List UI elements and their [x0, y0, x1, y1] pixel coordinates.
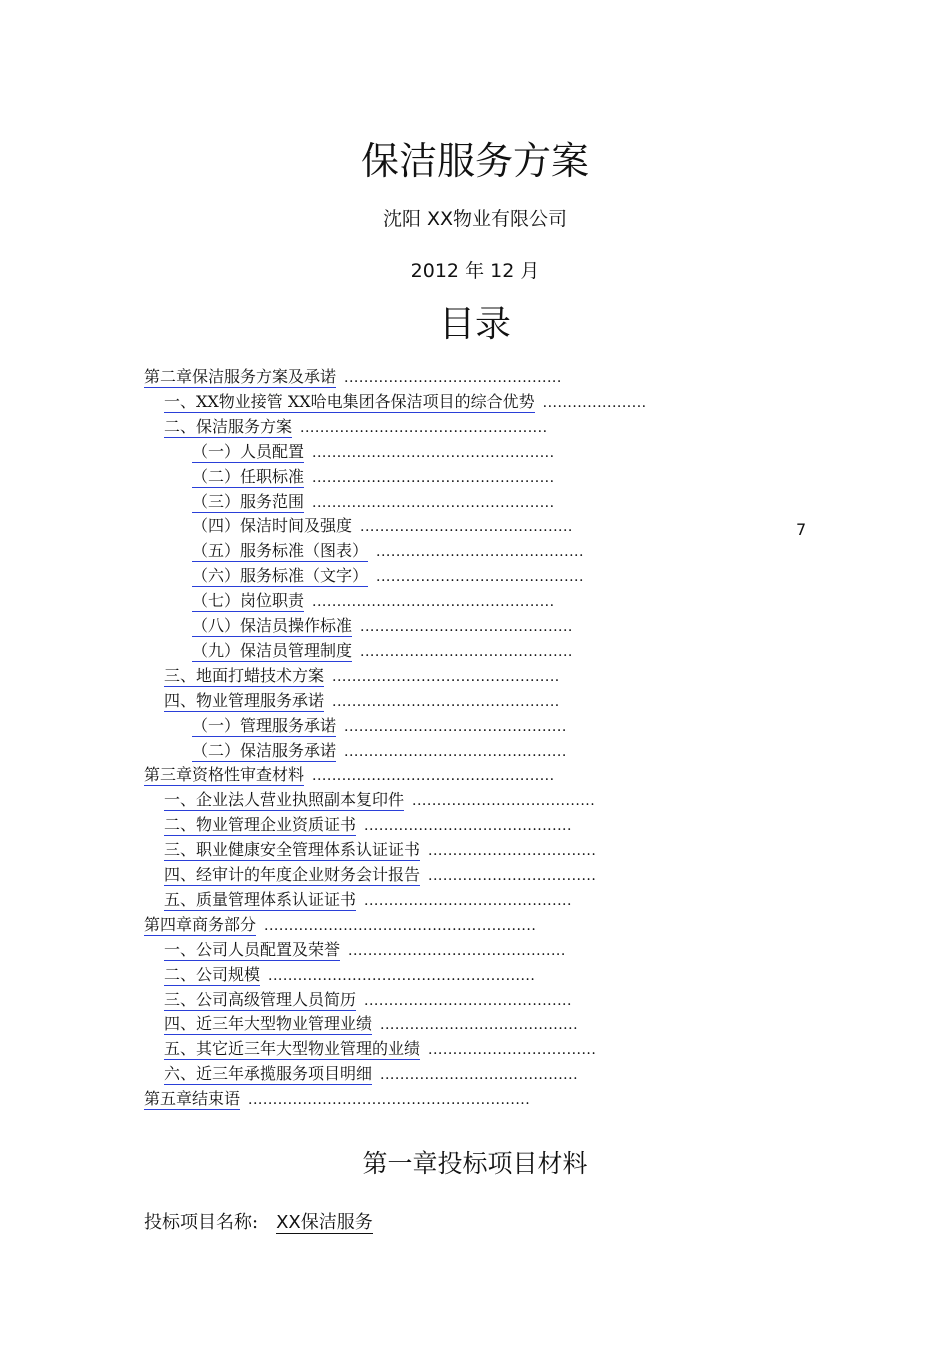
- toc-entry-label: （三）服务范围: [192, 491, 305, 511]
- toc-entry-label: 第五章结束语: [144, 1089, 241, 1109]
- toc-entry-label: 第四章商务部分: [144, 914, 257, 934]
- toc-entry-label: 一、XX物业接管 XX哈电集团各保洁项目的综合优势: [164, 391, 535, 411]
- toc-entry[interactable]: [144, 764, 555, 788]
- toc-entry[interactable]: [164, 964, 535, 988]
- toc-leader-dots: ..............................................: [332, 668, 560, 685]
- toc-entry[interactable]: [192, 640, 573, 664]
- toc-entry[interactable]: [192, 715, 567, 739]
- toc-entry-label: 一、企业法人营业执照副本复印件: [164, 790, 405, 810]
- toc-entry-label: （七）岗位职责: [192, 591, 305, 611]
- toc-leader-dots: ..............................................: [332, 693, 560, 710]
- toc-leader-dots: .............................................: [344, 743, 567, 760]
- toc-leader-dots: .................................................: [312, 768, 555, 785]
- toc-entry-label: （二）保洁服务承诺: [192, 740, 337, 760]
- toc-leader-dots: ........................................: [380, 1017, 579, 1034]
- toc-leader-dots: ..................................................: [300, 419, 548, 436]
- document-date: 2012 年 12 月: [410, 260, 540, 282]
- toc-leader-dots: ............................................: [348, 942, 566, 959]
- toc-entry[interactable]: [192, 590, 555, 614]
- toc-entry-label: 五、质量管理体系认证证书: [164, 889, 357, 909]
- toc-entry-label: （八）保洁员操作标准: [192, 616, 353, 635]
- toc-entry-label: 二、保洁服务方案: [164, 416, 293, 436]
- company-name: 沈阳 XX物业有限公司: [382, 208, 568, 230]
- toc-entry-label: （五）服务标准（图表）: [192, 541, 369, 561]
- toc-leader-dots: ..........................................: [376, 569, 584, 586]
- toc-leader-dots: .................................................: [312, 444, 555, 461]
- toc-entry-label: （一）管理服务承诺: [192, 715, 337, 735]
- toc-entry-label: 六、近三年承揽服务项目明细: [164, 1064, 373, 1084]
- toc-entry-label: 三、职业健康安全管理体系认证证书: [164, 840, 421, 860]
- toc-entry[interactable]: [164, 690, 560, 714]
- toc-entry[interactable]: [164, 939, 566, 963]
- toc-leader-dots: ..................................: [428, 1042, 597, 1059]
- toc-entry-label: （一）人员配置: [192, 441, 305, 461]
- toc-entry[interactable]: [192, 491, 555, 515]
- toc-entry[interactable]: [164, 391, 647, 415]
- toc-leader-dots: ...........................................: [360, 519, 573, 536]
- toc-leader-dots: ......................................................: [268, 967, 536, 984]
- toc-entry[interactable]: [164, 416, 548, 440]
- toc-leader-dots: ..........................................: [364, 892, 572, 909]
- toc-entry-label: 第二章保洁服务方案及承诺: [144, 367, 337, 386]
- toc-entry-label: 五、其它近三年大型物业管理的业绩: [164, 1039, 421, 1059]
- toc-entry-label: 二、物业管理企业资质证书: [164, 815, 357, 835]
- toc-leader-dots: .................................................: [312, 594, 555, 611]
- toc-entry[interactable]: [164, 1063, 578, 1087]
- toc-entry-label: （二）任职标准: [192, 466, 305, 486]
- toc-entry[interactable]: [192, 540, 584, 564]
- toc-entry[interactable]: [144, 914, 536, 938]
- toc-entry[interactable]: [192, 565, 584, 589]
- toc-entry-label: （六）服务标准（文字）: [192, 566, 369, 586]
- toc-entry-label: 四、经审计的年度企业财务会计报告: [164, 865, 421, 884]
- toc-entry[interactable]: [164, 839, 596, 863]
- toc-entry-label: 一、公司人员配置及荣誉: [164, 939, 341, 959]
- toc-entry[interactable]: [192, 615, 573, 639]
- toc-entry[interactable]: [164, 889, 572, 913]
- toc-entry-label: （四）保洁时间及强度: [192, 516, 353, 536]
- toc-heading: 目录: [438, 304, 511, 345]
- toc-leader-dots: .................................................: [312, 469, 555, 486]
- toc-entry[interactable]: [164, 814, 572, 838]
- toc-entry-label: 四、物业管理服务承诺: [164, 690, 325, 710]
- toc-entry[interactable]: [164, 989, 572, 1013]
- toc-leader-dots: ..........................................: [364, 818, 572, 835]
- toc-leader-dots: ..................................: [428, 868, 597, 884]
- toc-leader-dots: ..........................................: [364, 992, 572, 1009]
- toc-entry[interactable]: [164, 789, 595, 813]
- document-title: 保洁服务方案: [360, 139, 589, 183]
- toc-leader-dots: .....................: [542, 394, 647, 411]
- toc-page-number: 7: [796, 520, 807, 539]
- toc-entry-label: （九）保洁员管理制度: [192, 640, 353, 660]
- toc-leader-dots: ..........................................: [376, 544, 584, 561]
- toc-entry[interactable]: [164, 1013, 578, 1037]
- toc-entry-label: 第三章资格性审查材料: [144, 765, 305, 785]
- toc-entry[interactable]: [192, 740, 567, 764]
- toc-entry[interactable]: [192, 466, 555, 490]
- toc-leader-dots: ........................................: [380, 1067, 579, 1084]
- toc-entry[interactable]: [192, 441, 555, 465]
- toc-leader-dots: ...........................................: [360, 619, 573, 635]
- project-name-line: [144, 1208, 373, 1234]
- toc-entry-label: 三、地面打蜡技术方案: [164, 665, 325, 685]
- toc-leader-dots: ..................................: [428, 843, 597, 860]
- toc-entry-label: 四、近三年大型物业管理业绩: [164, 1014, 373, 1034]
- toc-leader-dots: .............................................: [344, 718, 567, 735]
- toc-entry-label: 二、公司规模: [164, 964, 261, 984]
- project-name-value: XX保洁服务: [276, 1212, 373, 1233]
- toc-entry[interactable]: [144, 366, 562, 390]
- toc-entry[interactable]: [164, 864, 596, 888]
- chapter-1-title: 第一章投标项目材料: [362, 1149, 588, 1178]
- toc-leader-dots: ............................................: [344, 370, 562, 386]
- toc-entry[interactable]: [144, 1088, 530, 1112]
- toc-leader-dots: .........................................................: [248, 1092, 531, 1109]
- toc-entry-label: 三、公司高级管理人员简历: [164, 989, 357, 1009]
- toc-entry[interactable]: [164, 665, 560, 689]
- toc-leader-dots: ...........................................: [360, 643, 573, 660]
- toc-leader-dots: .....................................: [412, 793, 596, 810]
- toc-entry: [192, 515, 573, 539]
- toc-leader-dots: .......................................................: [264, 917, 537, 934]
- toc-leader-dots: .................................................: [312, 494, 555, 511]
- project-name-label: 投标项目名称:: [144, 1212, 259, 1233]
- toc-entry[interactable]: [164, 1038, 596, 1062]
